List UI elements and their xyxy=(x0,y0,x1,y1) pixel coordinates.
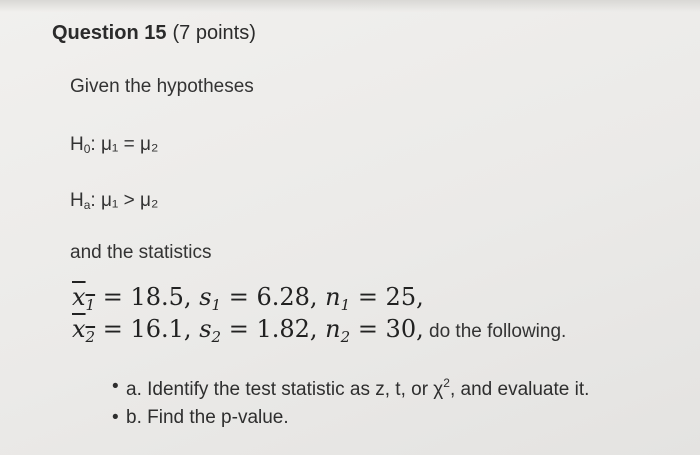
bullet-icon: • xyxy=(112,376,119,397)
task-b-text: b. Find the p-value. xyxy=(126,407,289,428)
photo-frame-edge xyxy=(0,0,700,12)
alternative-hypothesis xyxy=(70,190,158,212)
sample-size-2-symbol: $n_2$ xyxy=(325,315,351,346)
question-title xyxy=(52,22,256,45)
task-a-text-end: , and evaluate it. xyxy=(449,379,590,400)
sample-size-1-symbol: $n_1$ xyxy=(325,283,351,314)
sample-mean-2-symbol: $x_2$ xyxy=(72,315,96,346)
bullet-icon: • xyxy=(112,407,119,428)
sample-size-1-value: = 25, xyxy=(357,283,424,311)
null-hypothesis-subscript: 0 xyxy=(83,142,91,156)
sample-mean-2-value: = 16.1, xyxy=(102,315,192,343)
statistics-line-1 xyxy=(72,283,424,314)
task-list xyxy=(112,376,589,438)
sample-sd-1-value: = 6.28, xyxy=(228,283,318,311)
question-number: Question 15 xyxy=(52,22,167,44)
task-a-superscript: 2 xyxy=(443,376,450,390)
null-hypothesis xyxy=(70,134,158,156)
sample-sd-1-symbol: $s_1$ xyxy=(199,283,222,314)
alternative-hypothesis-statement: : μ₁ > μ₂ xyxy=(90,190,159,211)
instruction-tail: do the following. xyxy=(423,321,567,342)
sample-mean-1-value: = 18.5, xyxy=(102,283,192,311)
question-points: (7 points) xyxy=(172,22,256,44)
statistics-intro: and the statistics xyxy=(70,242,212,263)
sample-sd-2-value: = 1.82, xyxy=(228,315,318,343)
task-item-a xyxy=(112,376,589,407)
statistics-line-2 xyxy=(72,315,566,346)
sample-mean-1-symbol: $x_1$ xyxy=(72,283,96,314)
null-hypothesis-label: H xyxy=(70,134,84,155)
sample-sd-2-symbol: $s_2$ xyxy=(199,315,222,346)
hypotheses-intro: Given the hypotheses xyxy=(70,76,254,97)
sample-size-2-value: = 30, xyxy=(357,315,424,343)
task-item-b xyxy=(112,407,589,438)
task-a-text: a. Identify the test statistic as z, t, or χ xyxy=(126,379,444,400)
null-hypothesis-statement: : μ₁ = μ₂ xyxy=(90,134,159,155)
alternative-hypothesis-label: H xyxy=(70,190,84,211)
alternative-hypothesis-subscript: a xyxy=(83,198,91,212)
